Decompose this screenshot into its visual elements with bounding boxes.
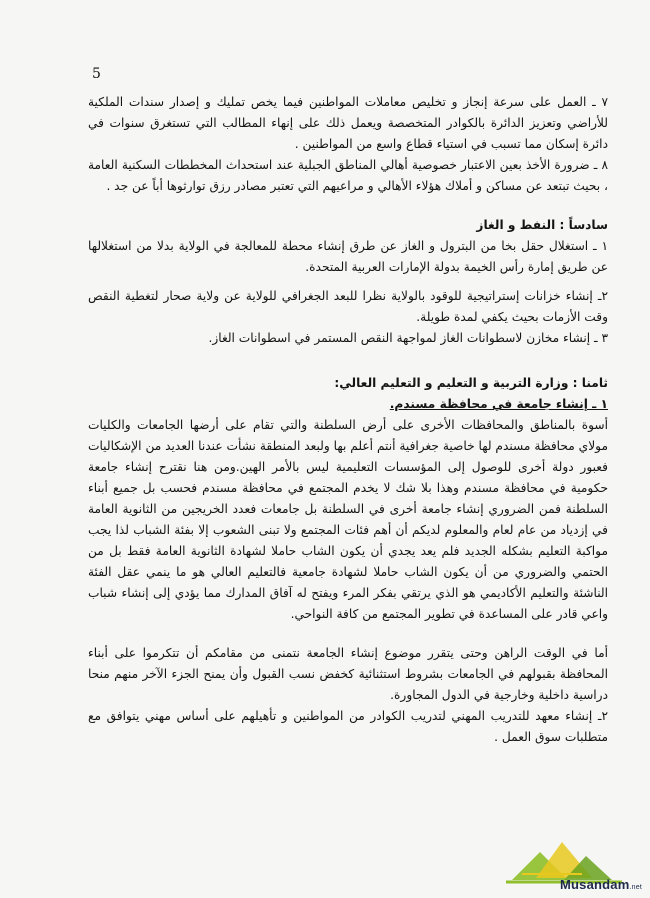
page-number: 5 xyxy=(92,66,101,82)
section-oil-gas-heading: سادساً : النفط و الغاز xyxy=(476,218,608,232)
section-education-heading: ثامنا : وزارة التربية و التعليم و التعليم العالي: xyxy=(334,376,608,390)
vocational-institute-paragraph: ٢ـ إنشاء معهد للتدريب المهني لتدريب الكوادر من المواطنين و تأهيلهم على أساس مهني يتوافق مع متطلبات سوق العمل . xyxy=(88,709,608,744)
logo-wordmark xyxy=(560,877,642,892)
oil-item-3-paragraph: ٣ ـ إنشاء مخازن لاسطوانات الغاز لمواجهة النقص المستمر في اسطوانات الغاز. xyxy=(208,331,608,345)
item-7-paragraph: ٧ ـ العمل على سرعة إنجاز و تخليص معاملات المواطنين فيما يخص تمليك و إصدار سندات الملكية للأراضي وتعزيز الدائرة بالكوادر المتخصصة ويعمل ذلك على إنهاء المطالب التي تستغرق سنوات في دائرة إسكان مما تسبب في استياء قطاع واسع من المواطنين . xyxy=(88,95,608,151)
oil-item-2-paragraph: ٢ـ إنشاء خزانات إستراتيجية للوقود بالولاية نظرا للبعد الجغرافي للولاية عن ولاية صحار لتغطية النقص وقت الأزمات بحيث يكفي لمدة طويلة. xyxy=(88,289,608,324)
university-subheading: ١ ـ إنشاء جامعة في محافظة مسندم. xyxy=(389,397,608,411)
interim-paragraph: أما في الوقت الراهن وحتى يتقرر موضوع إنشاء الجامعة نتمنى من مقامكم أن تتكرموا على أبناء المحافظة بقبولهم في الجامعات بشروط استثنائية كخفض نسب القبول وأن يمنح الجزء الآخر منهم منحا دراسية داخلية وخارجية في الدول المجاورة. xyxy=(88,646,608,702)
oil-item-1-paragraph: ١ ـ استغلال حقل بخا من البترول و الغاز عن طرق إنشاء محطة للمعالجة في الولاية بدلا من استغلالها عن طريق إمارة رأس الخيمة بدولة الإمارات العربية المتحدة. xyxy=(88,239,608,274)
document-body xyxy=(88,92,608,748)
item-8-paragraph: ٨ ـ ضرورة الأخذ بعين الاعتبار خصوصية أهالي المناطق الجبلية عند استحداث المخططات السكنية العامة ، بحيث تبتعد عن مساكن و أملاك هؤلاء الأهالي و مراعيهم التي تعتبر مصادر رزق توارثوها أباً عن جد . xyxy=(88,158,608,193)
musandam-logo xyxy=(492,822,650,894)
logo-name: Musandam xyxy=(560,877,630,892)
logo-suffix: .net xyxy=(629,884,642,891)
university-paragraph: أسوة بالمناطق والمحافظات الأخرى على أرض السلطنة والتي تقام على أرضها الجامعات والكليات مولاي محافظة مسندم لها خاصية جغرافية أنتم أعلم بها ولبعد المنطقة نشأت عندنا العديد من الإشكاليات فعبور دولة أخرى للوصول إلى المؤسسات التعليمية ليس بالأمر الهين.ومن هنا نقترح إنشاء جامعة حكومية في محافظة مسندم وهذا بلا شك لا يخدم المجتمع في محافظة مسندم فحسب بل جميع أبناء السلطنة فمن الضروري إنشاء جامعة أخرى في السلطنة بل جامعات فعدد الخريجين من الثانوية العامة في إزدياد من عام لعام والمعلوم لديكم أن أهم فئات المجتمع ولا تبنى الشعوب إلا بفئة الشباب لذا يجب مواكبة التعليم بشكله الجديد فلم يعد يجدي أن يكون الشاب حاملا لشهادة الثانوية العامة فقط بل من الحتمي والضروري من أن يكون الشاب حاملا لشهادة جامعية فالتعليم العالي هو ما ينمي عقل الفئة الناشئة والتعليم الأكاديمي هو الذي يرتقي بفكر المرء ويفتح له آفاق المدارك مما يؤدي إلى إنشاء شباب واعي قادر على المساعدة في تطوير المجتمع من كافة النواحي. xyxy=(88,418,608,621)
